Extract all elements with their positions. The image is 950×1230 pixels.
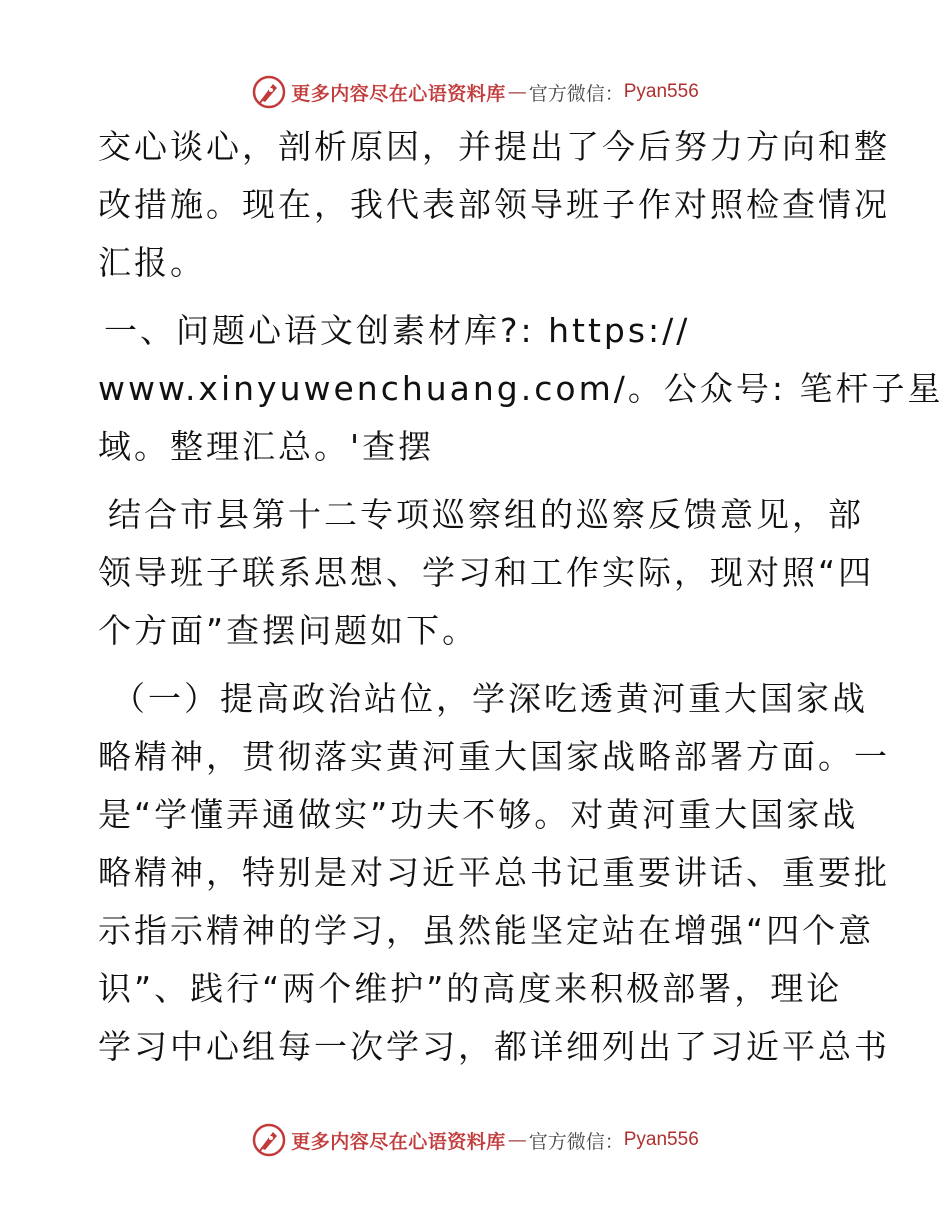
banner-text: 更多内容尽在心语资料库 bbox=[291, 1130, 506, 1153]
text-line: 个方面”查摆问题如下。 bbox=[98, 611, 479, 650]
banner-wechat-id: Pyan556 bbox=[623, 81, 699, 102]
text-line: www.xinyuwenchuang.com/。公众号: 笔杆子星 bbox=[98, 369, 944, 408]
pen-nib-circle-icon bbox=[251, 1122, 287, 1158]
banner-separator: — bbox=[507, 81, 527, 103]
text-line: 是“学懂弄通做实”功夫不够。对黄河重大国家战 bbox=[98, 795, 859, 834]
text-line: 识”、践行“两个维护”的高度来积极部署，理论 bbox=[98, 969, 843, 1008]
text-line: 学习中心组每一次学习，都详细列出了习近平总书 bbox=[98, 1027, 890, 1066]
text-line: 域。整理汇总。'查摆 bbox=[98, 427, 435, 466]
text-line: 略精神，特别是对习近平总书记重要讲话、重要批 bbox=[98, 853, 890, 892]
text-line: 结合市县第十二专项巡察组的巡察反馈意见，部 bbox=[108, 495, 864, 534]
banner-wechat-id: Pyan556 bbox=[623, 1129, 699, 1150]
text-line: 领导班子联系思想、学习和工作实际，现对照“四 bbox=[98, 553, 875, 592]
text-line: 交心谈心，剖析原因，并提出了今后努力方向和整 bbox=[98, 127, 890, 166]
subsection-heading: （一）提高政治站位，学深吃透黄河重大国家战 bbox=[112, 679, 868, 718]
section-heading: 一、问题心语文创素材库?: https:// bbox=[104, 311, 691, 350]
text-line: 略精神，贯彻落实黄河重大国家战略部署方面。一 bbox=[98, 737, 890, 776]
text-line: 汇报。 bbox=[98, 243, 206, 282]
banner-separator: — bbox=[507, 1129, 527, 1151]
document-body bbox=[98, 118, 944, 1076]
text-line: 示指示精神的学习，虽然能坚定站在增强“四个意 bbox=[98, 911, 875, 950]
banner-official-label: 官方微信： bbox=[528, 82, 624, 105]
header-watermark-banner bbox=[0, 72, 950, 112]
text-line: 改措施。现在，我代表部领导班子作对照检查情况 bbox=[98, 185, 890, 224]
pen-nib-circle-icon bbox=[251, 74, 287, 110]
footer-watermark-banner bbox=[0, 1120, 950, 1160]
banner-official-label: 官方微信： bbox=[528, 1130, 624, 1153]
banner-text: 更多内容尽在心语资料库 bbox=[291, 82, 506, 105]
